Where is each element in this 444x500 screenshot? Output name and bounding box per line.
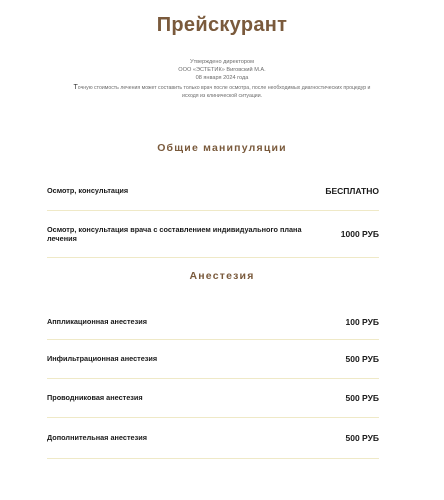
approval-line-3: 08 января 2024 года xyxy=(195,75,249,81)
service-price: 500 РУБ xyxy=(345,393,379,403)
price-row xyxy=(47,379,379,418)
price-disclaimer xyxy=(70,84,374,100)
service-name: Проводниковая анестезия xyxy=(47,393,143,403)
approval-line-1: Утверждено директором xyxy=(190,59,254,65)
section-title-anesthesia: Анестезия xyxy=(189,270,255,282)
service-name: Аппликационная анестезия xyxy=(47,317,147,327)
disclaimer-first-letter: Т xyxy=(73,84,78,91)
price-row xyxy=(47,340,379,379)
page-title: Прейскурант xyxy=(156,14,288,36)
service-name: Осмотр, консультация врача с составлением индивидуального плана лечения xyxy=(47,224,302,243)
service-price: 1000 РУБ xyxy=(340,229,379,239)
approval-line-2: ООО «ЭСТЕТИК» Виговский М.А. xyxy=(178,67,266,73)
service-name: Дополнительная анестезия xyxy=(47,433,147,443)
price-row xyxy=(47,172,379,211)
section-title-general: Общие манипуляции xyxy=(157,142,287,154)
price-row xyxy=(47,211,379,258)
price-row xyxy=(47,418,379,459)
disclaimer-text: очную стоимость лечения может составить только врач после осмотра, после необходимых диагностических процедур и исходя из клинической ситуации. xyxy=(77,85,371,99)
service-price: БЕСПЛАТНО xyxy=(325,186,379,196)
service-name: Инфильтрационная анестезия xyxy=(47,354,158,364)
service-price: 500 РУБ xyxy=(345,433,379,443)
service-price: 500 РУБ xyxy=(345,354,379,364)
price-row xyxy=(47,305,379,340)
service-name: Осмотр, консультация xyxy=(47,186,129,196)
service-price: 100 РУБ xyxy=(345,317,379,327)
approval-block xyxy=(0,58,444,82)
